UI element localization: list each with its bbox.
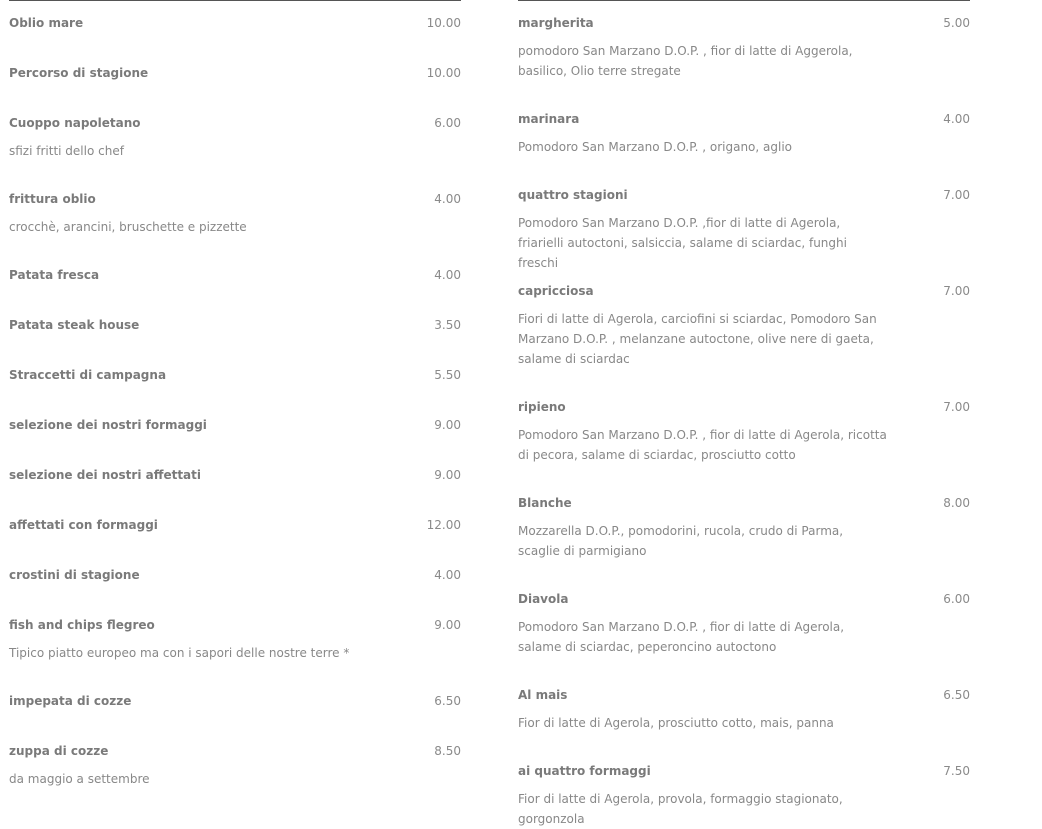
item-description: Pomodoro San Marzano D.O.P. ,fior di latte di Agerola, friarielli autoctoni, salsiccia, salame di sciardac, funghi freschi [518, 216, 847, 270]
item-description: da maggio a settembre [9, 772, 150, 786]
item-name: impepata di cozze [9, 694, 132, 708]
item-name: quattro stagioni [518, 188, 628, 202]
item-name: ai quattro formaggi [518, 764, 651, 778]
item-description: Pomodoro San Marzano D.O.P. , origano, aglio [518, 140, 793, 154]
item-name: Diavola [518, 592, 569, 606]
item-name: selezione dei nostri affettati [9, 468, 202, 482]
item-price: 7.50 [943, 764, 970, 778]
item-price: 9.00 [434, 418, 461, 432]
item-name: selezione dei nostri formaggi [9, 418, 207, 432]
item-name: zuppa di cozze [9, 744, 109, 758]
item-name: margherita [518, 16, 594, 30]
item-description: Fior di latte di Agerola, provola, formaggio stagionato, gorgonzola [518, 792, 843, 826]
antipasti-menu-column [9, 0, 461, 786]
item-price: 7.00 [943, 400, 970, 414]
item-description: Pomodoro San Marzano D.O.P. , fior di latte di Agerola, ricotta di pecora, salame di sciardac, prosciutto cotto [518, 428, 887, 462]
item-name: Oblio mare [9, 16, 84, 30]
item-description: sfizi fritti dello chef [9, 144, 124, 158]
item-price: 3.50 [434, 318, 461, 332]
item-price: 4.00 [434, 268, 461, 282]
item-price: 10.00 [426, 16, 461, 30]
item-price: 7.00 [943, 188, 970, 202]
item-name: Al mais [518, 688, 568, 702]
item-price: 8.00 [943, 496, 970, 510]
item-name: Patata fresca [9, 268, 100, 282]
item-description: Mozzarella D.O.P., pomodorini, rucola, crudo di Parma, scaglie di parmigiano [518, 524, 844, 558]
item-price: 5.00 [943, 16, 970, 30]
item-name: Percorso di stagione [9, 66, 149, 80]
item-name: affettati con formaggi [9, 518, 158, 532]
item-description: Pomodoro San Marzano D.O.P. , fior di latte di Agerola, salame di sciardac, peperoncino autoctono [518, 620, 845, 654]
item-price: 6.00 [943, 592, 970, 606]
item-name: crostini di stagione [9, 568, 140, 582]
item-name: Straccetti di campagna [9, 368, 167, 382]
column-top-divider [9, 0, 461, 1]
item-name: fish and chips flegreo [9, 618, 155, 632]
item-description: Fior di latte di Agerola, prosciutto cotto, mais, panna [518, 716, 834, 730]
item-description: crocchè, arancini, bruschette e pizzette [9, 220, 247, 234]
item-description: Tipico piatto europeo ma con i sapori delle nostre terre * [9, 646, 350, 660]
item-price: 4.00 [434, 192, 461, 206]
item-price: 4.00 [943, 112, 970, 126]
item-price: 9.00 [434, 618, 461, 632]
item-name: capricciosa [518, 284, 594, 298]
item-price: 6.00 [434, 116, 461, 130]
item-name: Patata steak house [9, 318, 140, 332]
item-name: marinara [518, 112, 580, 126]
item-price: 12.00 [426, 518, 461, 532]
item-price: 6.50 [943, 688, 970, 702]
item-description: Fiori di latte di Agerola, carciofini si sciardac, Pomodoro San Marzano D.O.P. , melanzane autoctone, olive nere di gaeta, salame di sciardac [518, 312, 877, 366]
item-description: pomodoro San Marzano D.O.P. , fior di latte di Aggerola, basilico, Olio terre stregate [518, 44, 853, 78]
item-price: 5.50 [434, 368, 461, 382]
pizze-menu-column [518, 0, 970, 826]
item-price: 9.00 [434, 468, 461, 482]
item-name: ripieno [518, 400, 566, 414]
item-name: frittura oblio [9, 192, 96, 206]
column-top-divider [518, 0, 970, 1]
item-price: 7.00 [943, 284, 970, 298]
item-price: 10.00 [426, 66, 461, 80]
item-price: 8.50 [434, 744, 461, 758]
item-price: 4.00 [434, 568, 461, 582]
item-name: Cuoppo napoletano [9, 116, 141, 130]
item-name: Blanche [518, 496, 572, 510]
item-price: 6.50 [434, 694, 461, 708]
